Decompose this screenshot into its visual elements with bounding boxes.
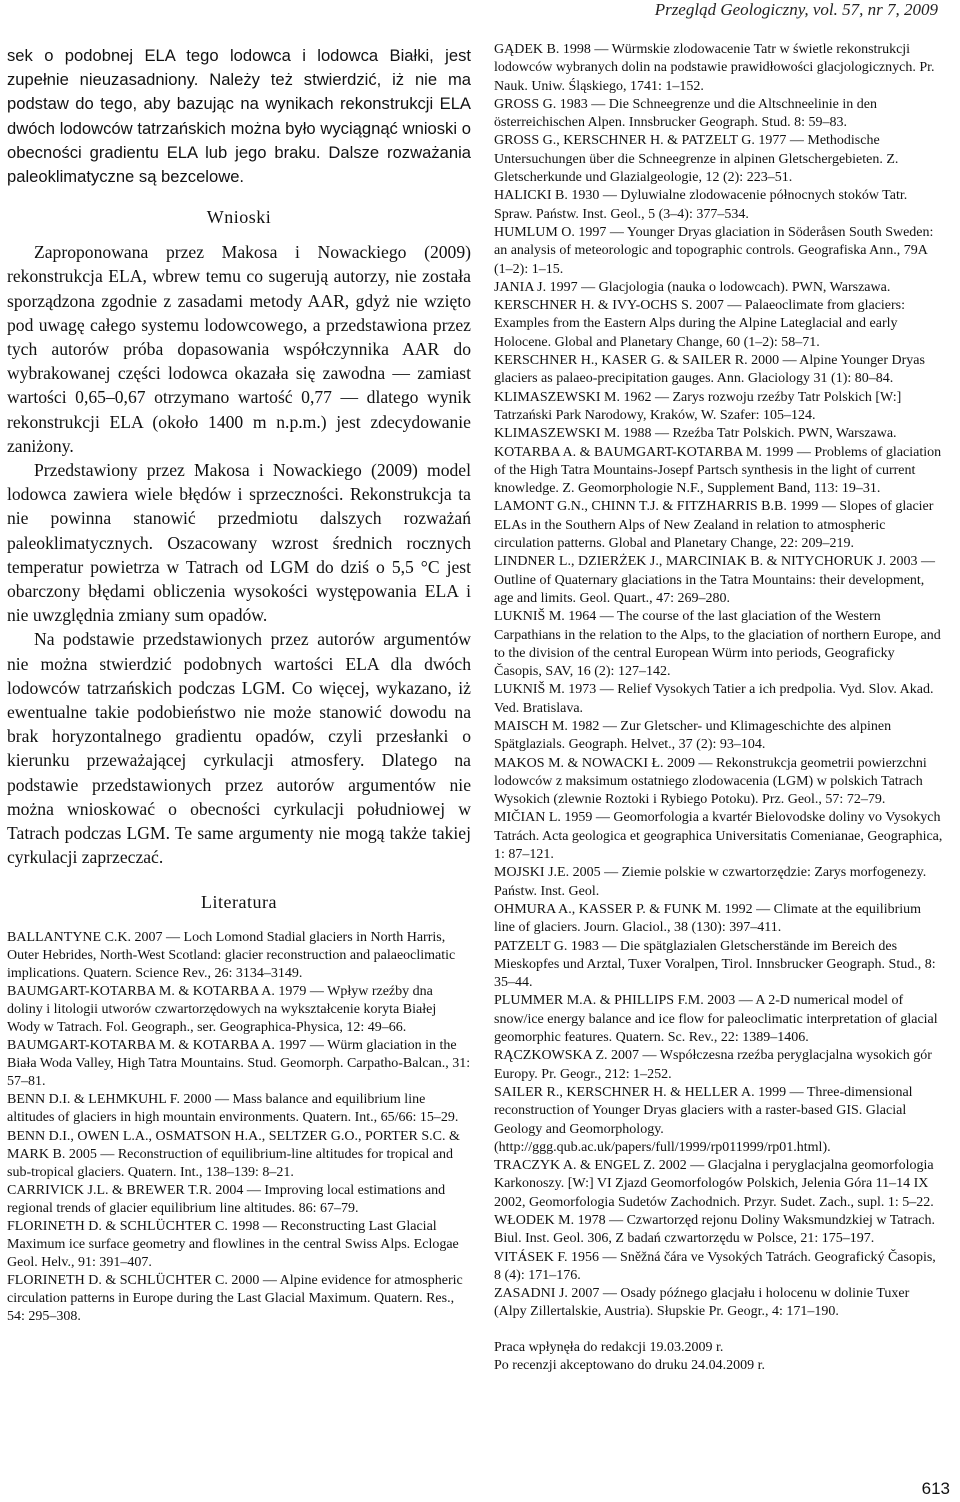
reference-item: SAILER R., KERSCHNER H. & HELLER A. 1999 — Three-dimensional reconstruction of Younger Dryas glaciers with a raster-based GIS. Glacial Geology and Geomorphology. (http://ggg.qub.ac.uk/papers/full/1999/rp011999/rp01.html).	[494, 1084, 913, 1155]
accepted-date: Po recenzji akceptowano do druku 24.04.2009 r.	[494, 1357, 765, 1373]
reference-item: KERSCHNER H., KASER G. & SAILER R. 2000 — Alpine Younger Dryas glaciers as palaeo-precipitation gauges. Ann. Glaciology 31 (1): 80–84.	[494, 353, 925, 387]
reference-item: MAISCH M. 1982 — Zur Gletscher- und Klimageschichte des alpinen Spätglazials. Geograph. Helvet., 37 (2): 93–104.	[494, 718, 892, 753]
reference-item: MIČIAN L. 1959 — Geomorfologia a kvartér Bielovodske doliny vo Vysokych Tatrách. Acta geologica et geographica Universitatis Comenianae, Geographica, 1: 87–121.	[494, 810, 943, 863]
reference-item: BAUMGART-KOTARBA M. & KOTARBA A. 1979 — Wpływ rzeźby dna doliny i litologii utworów czwartorzędowych na wykształcenie koryta Białej Wody w Tatrach. Fol. Geograph., ser. Geographica-Physica, 12: 49–66.	[7, 983, 437, 1035]
received-date: Praca wpłynęła do redakcji 19.03.2009 r.	[494, 1339, 724, 1355]
reference-item: MOJSKI J.E. 2005 — Ziemie polskie w czwartorzędzie: Zarys morfogenezy. Państw. Inst. Geol.	[494, 865, 927, 899]
page-number: 613	[921, 1479, 950, 1498]
reference-item: BENN D.I., OWEN L.A., OSMATSON H.A., SELTZER G.O., PORTER S.C. & MARK B. 2005 — Reconstruction of equilibrium-line altitudes for tropical and sub-tropical glaciers. Quatern. Int., 138–139: 8–21.	[7, 1128, 460, 1180]
reference-item: RĄCZKOWSKA Z. 2007 — Współczesna rzeźba peryglacjalna wysokich gór Europy. Pr. Geogr., 212: 1–252.	[494, 1048, 932, 1082]
reference-item: MAKOS M. & NOWACKI Ł. 2009 — Rekonstrukcja geometrii powierzchni lodowców z maksimum ostatniego zlodowacenia (LGM) w polskich Tatrach Wysokich (zlewnie Roztoki i Rybiego Potoku). Prz. Geol., 57: 72–79.	[494, 755, 927, 808]
left-column	[7, 44, 471, 1327]
reference-item: VITÁSEK F. 1956 — Sněžná čára ve Vysokých Tatrách. Geografický Časopis, 8 (4): 171–176.	[494, 1249, 936, 1283]
reference-item: CARRIVICK J.L. & BREWER T.R. 2004 — Improving local estimations and regional trends of glacier equilibrium line altitudes. 86: 67–79.	[7, 1182, 446, 1216]
reference-item: LINDNER L., DZIERŻEK J., MARCINIAK B. & NITYCHORUK J. 2003 — Outline of Quaternary glaciations in the Tatra Mountains: their development, age and limits. Geol. Quart., 47: 269–280.	[494, 554, 935, 606]
reference-item: BENN D.I. & LEHMKUHL F. 2000 — Mass balance and equilibrium line altitudes of glaciers in high mountain environments. Quatern. Int., 65/66: 15–29.	[7, 1092, 459, 1126]
conclusions-heading: Wnioski	[206, 207, 272, 228]
reference-item: GĄDEK B. 1998 — Würmskie zlodowacenie Tatr w świetle rekonstrukcji lodowców wybranych dolin na podstawie prawidłowości glacjologicznych. Pr. Nauk. Uniw. Śląskiego, 1741: 1–152.	[494, 42, 935, 94]
reference-item: LUKNIŠ M. 1964 — The course of the last glaciation of the Western Carpathians in the relation to the Alps, to the glaciation of northern Europe, and to the division of the central European Würm into periods, Geograficky Časopis, SAV, 16 (2): 127–142.	[494, 609, 941, 680]
reference-item: GROSS G., KERSCHNER H. & PATZELT G. 1977 — Methodische Untersuchungen über die Schneegrenze in alpinen Gletschergebieten. Z. Gletscherkunde und Glazialgeologie, 12 (2): 223–51.	[494, 133, 899, 186]
reference-item: BAUMGART-KOTARBA M. & KOTARBA A. 1997 — Würm glaciation in the Biała Woda Valley, High Tatra Mountains. Stud. Geomorph. Carpatho-Balcan., 31: 57–81.	[7, 1038, 471, 1090]
reference-item: GROSS G. 1983 — Die Schneegrenze und die Altschneelinie in den österreichischen Alpen. Innsbrucker Geograph. Stud. 8: 59–83.	[494, 96, 877, 131]
reference-item: KLIMASZEWSKI M. 1988 — Rzeźba Tatr Polskich. PWN, Warszawa.	[494, 426, 897, 442]
reference-item: BALLANTYNE C.K. 2007 — Loch Lomond Stadial glaciers in North Harris, Outer Hebrides, North-West Scotland: glacier reconstruction and palaeoclimatic implications. Quatern. Science Rev., 26: 3134–3149.	[7, 929, 456, 981]
intro-paragraph: sek o podobnej ELA tego lodowca i lodowca Białki, jest zupełnie nieuzasadniony. Należy też stwierdzić, iż nie ma podstaw do tego, aby bazując na wynikach rekonstrukcji ELA dwóch lodowców tatrzańskich można było wyciągnąć wnioski o obecności gradientu ELA lub jego braku. Dalsze rozważania paleoklimatyczne są bezcelowe.	[7, 46, 471, 187]
reference-item: LUKNIŠ M. 1973 — Relief Vysokych Tatier a ich predpolia. Vyd. Slov. Akad. Ved. Bratislava.	[494, 682, 934, 716]
reference-item: WŁODEK M. 1978 — Czwartorzęd rejonu Doliny Waksmundzkiej w Tatrach. Biul. Inst. Geol. 306, Z badań czwartorzędu w Polsce, 21: 175–197.	[494, 1213, 935, 1247]
reference-list-left	[7, 929, 471, 1327]
reference-item: HUMLUM O. 1997 — Younger Dryas glaciation in Söderåsen South Sweden: an analysis of meteorologic and topographic controls. Geografiska Ann., 79A (1–2): 1–15.	[494, 224, 934, 277]
reference-item: JANIA J. 1997 — Glacjologia (nauka o lodowcach). PWN, Warszawa.	[494, 279, 891, 295]
literature-heading: Literatura	[201, 891, 277, 912]
reference-item: HALICKI B. 1930 — Dyluwialne zlodowacenie północnych stoków Tatr. Spraw. Państw. Inst. Geol., 5 (3–4): 377–534.	[494, 188, 908, 222]
conclusion-paragraph: Przedstawiony przez Makosa i Nowackiego (2009) model lodowca zawiera wiele błędów i sprzeczności. Rekonstrukcja ta nie powinna stanowić przedmiotu dalszych rozważań paleoklimatycznych. Oszacowany wzrost średnich rocznych temperatur powietrza w Tatrach od LGM do dziś o 5,5 °C jest obarczony błędami obliczenia wysokości występowania ELA i nie uwzględnia zmiany sum opadów.	[7, 460, 471, 626]
conclusion-paragraph: Zaproponowana przez Makosa i Nowackiego (2009) rekonstrukcja ELA, wbrew temu co sugerują autorzy, nie została sporządzona zgodnie z zasadami metody AAR, gdyż nie wzięto pod uwagę całego systemu lodowcowego, a przedstawiona przez tych autorów próba dopasowania współczynnika AAR do wybrakowanej części lodowca okazała się zawodna — zamiast wartości 0,65–0,67 otrzymano wartość 0,77 — dlatego wynik rekonstrukcji ELA (około 1400 m n.p.m.) jest zdecydowanie zaniżony.	[7, 242, 471, 456]
reference-item: PLUMMER M.A. & PHILLIPS F.M. 2003 — A 2-D numerical model of snow/ice energy balance and ice flow for paleoclimatic interpretation of glacial geomorphic features. Quatern. Sc. Rev., 22: 1389–1406.	[494, 993, 938, 1046]
reference-item: PATZELT G. 1983 — Die spätglazialen Gletscherstände im Bereich des Mieskopfes und Arztal, Tuxer Voralpen, Tirol. Innsbrucker Geograph. Stud., 8: 35–44.	[494, 938, 936, 991]
running-head: Przegląd Geologiczny, vol. 57, nr 7, 2009	[654, 0, 938, 19]
reference-item: FLORINETH D. & SCHLÜCHTER C. 1998 — Reconstructing Last Glacial Maximum ice surface geometry and flowlines in the central Swiss Alps. Eclogae Geol. Helv., 91: 391–407.	[7, 1219, 459, 1271]
reference-item: ZASADNI J. 2007 — Osady późnego glacjału i holocenu w dolinie Tuxer (Alpy Zillertalskie, Austria). Słupskie Pr. Geogr., 4: 171–190.	[494, 1286, 910, 1320]
reference-item: TRACZYK A. & ENGEL Z. 2002 — Glacjalna i peryglacjalna geomorfologia Karkonoszy. [W:] VI Zjazd Geomorfologów Polskich, Jelenia Góra 11–14 IX 2002, Geomorfologia Sudetów Zachodnich. Przyr. Sudet. Zach., supl. 1: 5–22.	[494, 1158, 934, 1210]
reference-item: OHMURA A., KASSER P. & FUNK M. 1992 — Climate at the equilibrium line of glaciers. Journ. Glaciol., 38 (130): 397–411.	[494, 901, 922, 936]
reference-item: KOTARBA A. & BAUMGART-KOTARBA M. 1999 — Problems of glaciation of the High Tatra Mountains-Josepf Partsch synthesis in the light of current knowledge. Z. Geomorphologie N.F., Supplement Band, 113: 19–31.	[494, 444, 942, 497]
conclusion-paragraph: Na podstawie przedstawionych przez autorów argumentów nie można stwierdzić podobnych wartości ELA dla dwóch lodowców tatrzańskich podczas LGM. Co więcej, wykazano, iż ewentualne takie podobieństwo nie może stanowić dowodu na brak horyzontalnego gradientu opadów, czyli przesłanki o kierunku przeważającej cyrkulacji atmosfery. Dlatego na podstawie przedstawionych przez autorów argumentów nie można wnioskować o obecności cyrkulacji południowej w Tatrach podczas LGM. Te same argumenty nie mogą także takiej cyrkulacji zaprzeczać.	[7, 629, 471, 868]
reference-item: FLORINETH D. & SCHLÜCHTER C. 2000 — Alpine evidence for atmospheric circulation patterns in Europe during the Last Glacial Maximum. Quatern. Res., 54: 295–308.	[7, 1273, 463, 1325]
submission-note	[494, 1339, 944, 1375]
reference-item: KERSCHNER H. & IVY-OCHS S. 2007 — Palaeoclimate from glaciers: Examples from the Eastern Alps during the Alpine Lateglacial and early Holocene. Global and Planetary Change, 60 (1–2): 58–71.	[494, 298, 906, 350]
reference-list-right	[494, 41, 944, 1322]
reference-item: LAMONT G.N., CHINN T.J. & FITZHARRIS B.B. 1999 — Slopes of glacier ELAs in the Southern Alps of New Zealand in relation to atmospheric circulation patterns. Global and Planetary Change, 22: 209–219.	[494, 499, 934, 552]
right-column	[494, 41, 944, 1375]
reference-item: KLIMASZEWSKI M. 1962 — Zarys rozwoju rzeźby Tatr Polskich [W:] Tatrzański Park Narodowy, Kraków, W. Szafer: 105–124.	[494, 389, 902, 423]
